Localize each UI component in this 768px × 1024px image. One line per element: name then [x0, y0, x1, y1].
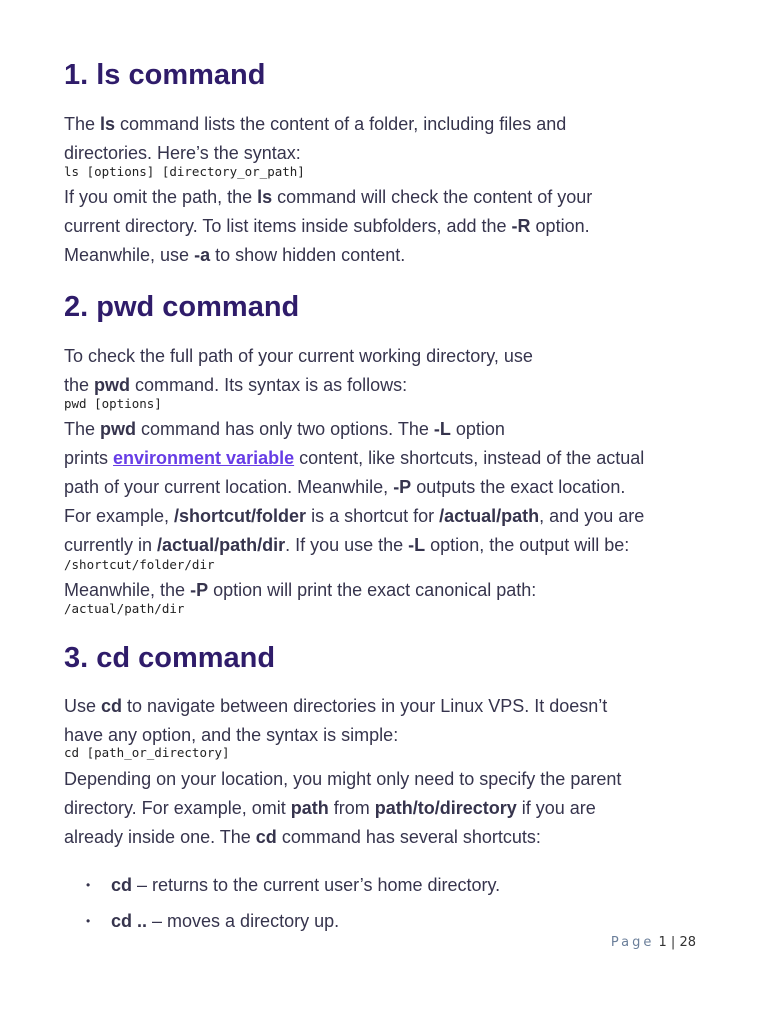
cd-shortcuts-list: [64, 868, 500, 940]
pwd-P-output-code: /actual/path/dir: [64, 601, 185, 616]
ls-syntax-code: ls [options] [directory_or_path]: [64, 164, 305, 179]
cd-intro-paragraph: Use cd to navigate between directories in your Linux VPS. It doesn’t have any option, and the syntax is simple:: [64, 696, 608, 745]
heading-pwd-command: 2. pwd command: [64, 291, 300, 323]
total-pages: 28: [679, 935, 696, 950]
page-separator: |: [666, 935, 680, 950]
ls-detail-paragraph: If you omit the path, the ls command will check the content of your current directory. To list items inside subfolders, add the -R option. Meanwhile, use -a to show hidden content.: [64, 187, 593, 265]
list-item: • cd .. – moves a directory up.: [64, 904, 500, 940]
environment-variable-link[interactable]: environment variable: [113, 448, 295, 468]
pwd-L-output-code: /shortcut/folder/dir: [64, 557, 215, 572]
pwd-detail-paragraph: The pwd command has only two options. The -L option prints environment variable content, like shortcuts, instead of the actual path of your current location. Meanwhile, -P outputs the exact location. For example, /shortcut/folder is a shortcut for /actual/path, and you are currently in /actual/path/dir. If you use the -L option, the output will be:: [64, 419, 645, 555]
heading-ls-command: 1. ls command: [64, 59, 266, 91]
pwd-syntax-code: pwd [options]: [64, 396, 162, 411]
cd-syntax-code: cd [path_or_directory]: [64, 745, 230, 760]
cd-detail-paragraph: Depending on your location, you might only need to specify the parent directory. For example, omit path from path/to/directory if you are already inside one. The cd command has several shortcuts:: [64, 769, 622, 847]
ls-intro-paragraph: The ls command lists the content of a folder, including files and directories. Here’s the syntax:: [64, 114, 567, 163]
current-page-number: 1: [658, 935, 667, 950]
bullet-icon: •: [86, 878, 91, 892]
heading-cd-command: 3. cd command: [64, 642, 276, 674]
pwd-intro-paragraph: To check the full path of your current working directory, use the pwd command. Its syntax is as follows:: [64, 346, 533, 395]
page-word: Page: [610, 935, 655, 950]
bullet-icon: •: [86, 914, 91, 928]
pwd-P-paragraph: Meanwhile, the -P option will print the exact canonical path:: [64, 580, 537, 600]
page-number-footer: [611, 935, 696, 950]
list-item: • cd – returns to the current user’s home directory.: [64, 868, 500, 904]
